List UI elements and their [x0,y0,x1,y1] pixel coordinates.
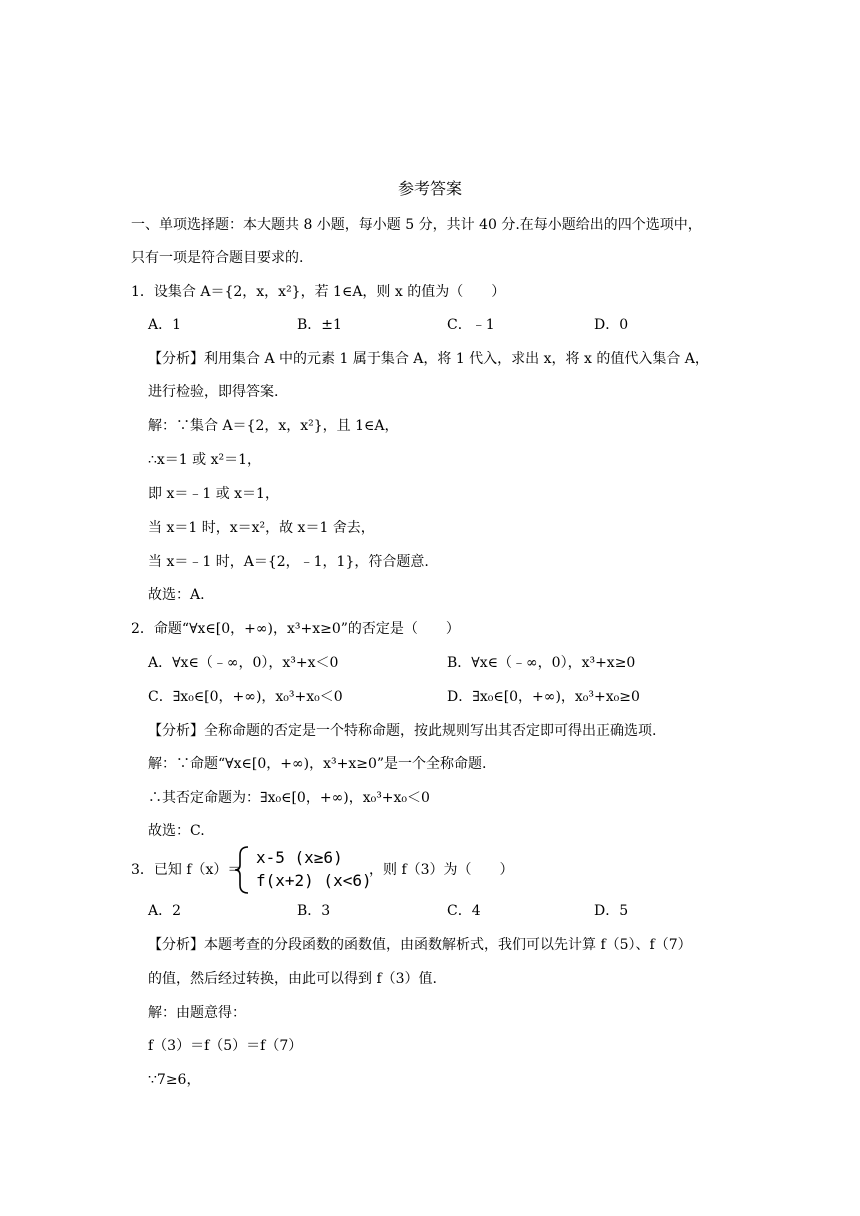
question-2-choice-d: D．∃x₀∈[0，+∞)，x₀³+x₀≥0 [447,689,640,705]
section-heading-line-1: 一、单项选择题：本大题共 8 小题，每小题 5 分，共计 40 分.在每小题给出的四个选项中， [131,217,702,233]
question-1-solution-line-6: 故选：A. [148,587,205,603]
question-2-choice-a: A．∀x∈（﹣∞，0），x³+x＜0 [148,655,339,671]
question-1-stem: 1．设集合 A＝{2，x，x²}，若 1∈A，则 x 的值为（ ） [131,284,506,300]
page-title: 参考答案 [397,179,462,198]
question-3-solution-line-2: f（3）＝f（5）＝f（7） [148,1038,303,1054]
question-1-solution-line-2: ∴x＝1 或 x²＝1， [148,452,262,468]
question-3-choice-d: D．5 [594,903,629,919]
question-2-solution-line-3: 故选：C. [148,823,205,839]
question-3-choice-c: C．4 [447,903,481,919]
question-1-analysis-line-1: 【分析】利用集合 A 中的元素 1 属于集合 A，将 1 代入，求出 x，将 x 的值代入集合 A， [148,351,709,367]
question-3-choice-b: B．3 [297,903,331,919]
question-3-solution-line-1: 解：由题意得： [148,1005,246,1021]
question-3-stem-suffix: ，则 f（3）为（ ） [369,862,514,878]
question-1-solution-line-4: 当 x＝1 时，x＝x²，故 x＝1 舍去， [148,520,375,536]
question-2-analysis: 【分析】全称命题的否定是一个特称命题，按此规则写出其否定即可得出正确选项. [148,723,657,739]
left-brace-icon [232,845,254,895]
question-1-solution-line-1: 解：∵集合 A＝{2，x，x²}，且 1∈A， [148,418,399,434]
piecewise-case-1: x-5 (x≥6) [256,848,343,867]
question-2-stem: 2．命题“∀x∈[0，+∞)，x³+x≥0”的否定是（ ） [131,621,460,637]
section-heading-line-2: 只有一项是符合题目要求的. [131,250,304,266]
question-2-choice-c: C．∃x₀∈[0，+∞)，x₀³+x₀＜0 [148,689,343,705]
question-2-solution-line-1: 解：∵命题“∀x∈[0，+∞)，x³+x≥0”是一个全称命题. [148,756,487,772]
question-3-choice-a: A．2 [148,903,182,919]
question-1-solution-line-5: 当 x＝﹣1 时，A＝{2，﹣1，1}，符合题意. [148,554,429,570]
piecewise-function [232,845,372,895]
piecewise-case-2: f(x+2) (x<6) [256,871,372,890]
question-1-choice-d: D．0 [594,317,629,333]
question-3-solution-line-3: ∵7≥6， [148,1072,201,1088]
question-2-choice-b: B．∀x∈（﹣∞，0），x³+x≥0 [447,655,636,671]
question-1-solution-line-3: 即 x＝﹣1 或 x＝1， [148,486,279,502]
question-1-analysis-line-2: 进行检验，即得答案. [148,384,279,400]
question-3-analysis-line-1: 【分析】本题考查的分段函数的函数值，由函数解析式，我们可以先计算 f（5）、f（7） [148,937,692,953]
question-1-choice-a: A．1 [148,317,182,333]
question-2-solution-line-2: ∴其否定命题为：∃x₀∈[0，+∞)，x₀³+x₀＜0 [148,790,430,806]
question-3-analysis-line-2: 的值，然后经过转换，由此可以得到 f（3）值. [148,971,437,987]
question-1-choice-b: B．±1 [297,317,342,333]
question-3-stem-prefix: 3．已知 f（x）＝ [131,862,242,878]
question-1-choice-c: C．﹣1 [447,317,495,333]
